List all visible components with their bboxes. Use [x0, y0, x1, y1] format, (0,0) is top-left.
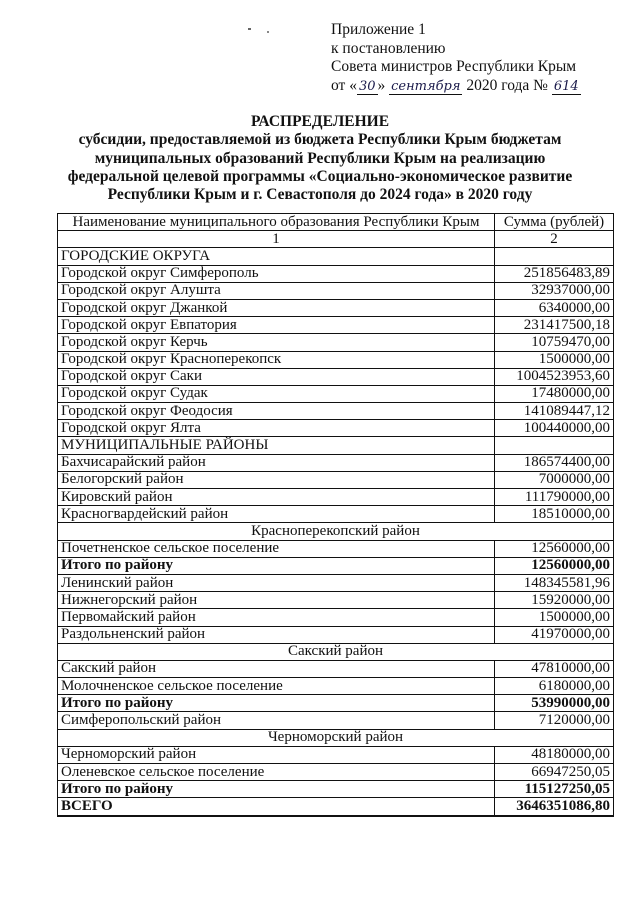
column-number-row [58, 231, 614, 248]
row-name: МУНИЦИПАЛЬНЫЕ РАЙОНЫ [58, 437, 495, 454]
row-sum: 15920000,00 [495, 592, 614, 609]
row-sum: 186574400,00 [495, 454, 614, 471]
row-sum: 1004523953,60 [495, 368, 614, 385]
table-row [58, 746, 614, 763]
row-name: Городской округ Ялта [58, 420, 495, 437]
table-row [58, 454, 614, 471]
table-row [58, 712, 614, 729]
grand-total-row [58, 798, 614, 816]
row-name: Городской округ Симферополь [58, 265, 495, 282]
district-group-row [58, 643, 614, 660]
table-row [58, 764, 614, 781]
row-sum: 53990000,00 [495, 695, 614, 712]
handwritten-number: 614 [553, 78, 579, 94]
row-name: Кировский район [58, 489, 495, 506]
title-line-1: субсидии, предоставляемой из бюджета Республики Крым бюджетам [78, 131, 562, 149]
row-name: ВСЕГО [58, 798, 495, 816]
subtotal-row [58, 695, 614, 712]
table-row [58, 351, 614, 368]
table-row [58, 506, 614, 523]
column-number-2: 2 [495, 231, 614, 248]
row-sum: 3646351086,80 [495, 798, 614, 816]
row-name: Почетненское сельское поселение [58, 540, 495, 557]
title-line-2: муниципальных образований Республики Крым на реализацию [94, 149, 546, 167]
row-sum: 66947250,05 [495, 764, 614, 781]
row-sum: 111790000,00 [495, 489, 614, 506]
table-row [58, 678, 614, 695]
table-row [58, 660, 614, 677]
table-row [58, 334, 614, 351]
row-name: Городской округ Евпатория [58, 317, 495, 334]
row-name: Городской округ Джанкой [58, 299, 495, 316]
title-line-3: федеральной целевой программы «Социально-экономическое развитие [67, 167, 573, 185]
section-row [58, 437, 614, 454]
row-sum [495, 437, 614, 454]
row-sum: 7000000,00 [495, 471, 614, 488]
table-row [58, 403, 614, 420]
annex-line-1: Приложение 1 [331, 21, 426, 38]
district-group-row [58, 523, 614, 540]
row-sum: 12560000,00 [495, 540, 614, 557]
row-sum: 100440000,00 [495, 420, 614, 437]
row-name: Городской округ Алушта [58, 282, 495, 299]
row-name: Нижнегорский район [58, 592, 495, 609]
scan-speck [248, 28, 251, 30]
row-sum: 47810000,00 [495, 660, 614, 677]
row-name: Городской округ Красноперекопск [58, 351, 495, 368]
row-sum: 18510000,00 [495, 506, 614, 523]
district-group-title: Черноморский район [58, 729, 614, 746]
handwritten-day: 30 [358, 78, 376, 94]
title-line-4: Республики Крым и г. Севастополя до 2024 года» в 2020 году [107, 186, 533, 204]
row-sum: 1500000,00 [495, 609, 614, 626]
row-name: Раздольненский район [58, 626, 495, 643]
handwritten-month: сентября [391, 78, 461, 94]
row-name: Ленинский район [58, 574, 495, 591]
table-row [58, 299, 614, 316]
annex-date-line [331, 77, 581, 96]
row-name: Красногвардейский район [58, 506, 495, 523]
table-row [58, 282, 614, 299]
date-quote-close: » [377, 76, 386, 94]
row-name: Городской округ Феодосия [58, 403, 495, 420]
row-sum: 1500000,00 [495, 351, 614, 368]
row-name: Бахчисарайский район [58, 454, 495, 471]
row-name: Симферопольский район [58, 712, 495, 729]
row-sum: 251856483,89 [495, 265, 614, 282]
subtotal-row [58, 557, 614, 574]
row-name: Итого по району [58, 557, 495, 574]
table-row [58, 385, 614, 402]
table-row [58, 265, 614, 282]
table-row [58, 609, 614, 626]
row-sum: 12560000,00 [495, 557, 614, 574]
row-sum: 141089447,12 [495, 403, 614, 420]
header-sum: Сумма (рублей) [495, 214, 614, 231]
title-heading: РАСПРЕДЕЛЕНИЕ [250, 113, 390, 130]
row-name: Городской округ Керчь [58, 334, 495, 351]
row-sum: 41970000,00 [495, 626, 614, 643]
row-sum: 231417500,18 [495, 317, 614, 334]
table-row [58, 540, 614, 557]
row-sum: 48180000,00 [495, 746, 614, 763]
row-name: Оленевское сельское поселение [58, 764, 495, 781]
annex-block [331, 21, 581, 95]
row-name: Черноморский район [58, 746, 495, 763]
table-row [58, 471, 614, 488]
row-name: Сакский район [58, 660, 495, 677]
subtotal-row [58, 781, 614, 798]
row-name: Итого по району [58, 695, 495, 712]
section-row [58, 248, 614, 265]
row-name: Белогорский район [58, 471, 495, 488]
table-row [58, 574, 614, 591]
distribution-table [57, 213, 614, 817]
row-sum [495, 248, 614, 265]
row-sum: 10759470,00 [495, 334, 614, 351]
row-name: Итого по району [58, 781, 495, 798]
table-row [58, 592, 614, 609]
row-name: ГОРОДСКИЕ ОКРУГА [58, 248, 495, 265]
table-row [58, 420, 614, 437]
annex-line-3: Совета министров Республики Крым [331, 58, 577, 75]
table-header-row [58, 214, 614, 231]
district-group-title: Красноперекопский район [58, 523, 614, 540]
column-number-1: 1 [58, 231, 495, 248]
row-name: Городской округ Саки [58, 368, 495, 385]
row-name: Молочненское сельское поселение [58, 678, 495, 695]
district-group-row [58, 729, 614, 746]
document-title [0, 113, 640, 204]
row-sum: 32937000,00 [495, 282, 614, 299]
table-row [58, 317, 614, 334]
row-sum: 115127250,05 [495, 781, 614, 798]
row-sum: 6180000,00 [495, 678, 614, 695]
date-prefix: от « [331, 76, 357, 94]
row-sum: 148345581,96 [495, 574, 614, 591]
district-group-title: Сакский район [58, 643, 614, 660]
annex-line-2: к постановлению [331, 39, 446, 57]
row-name: Первомайский район [58, 609, 495, 626]
row-name: Городской округ Судак [58, 385, 495, 402]
row-sum: 6340000,00 [495, 299, 614, 316]
table-row [58, 368, 614, 385]
scan-speck [267, 31, 269, 33]
row-sum: 7120000,00 [495, 712, 614, 729]
table-row [58, 489, 614, 506]
header-name: Наименование муниципального образования Республики Крым [58, 214, 495, 231]
date-year: 2020 года № [466, 76, 548, 94]
table-row [58, 626, 614, 643]
row-sum: 17480000,00 [495, 385, 614, 402]
